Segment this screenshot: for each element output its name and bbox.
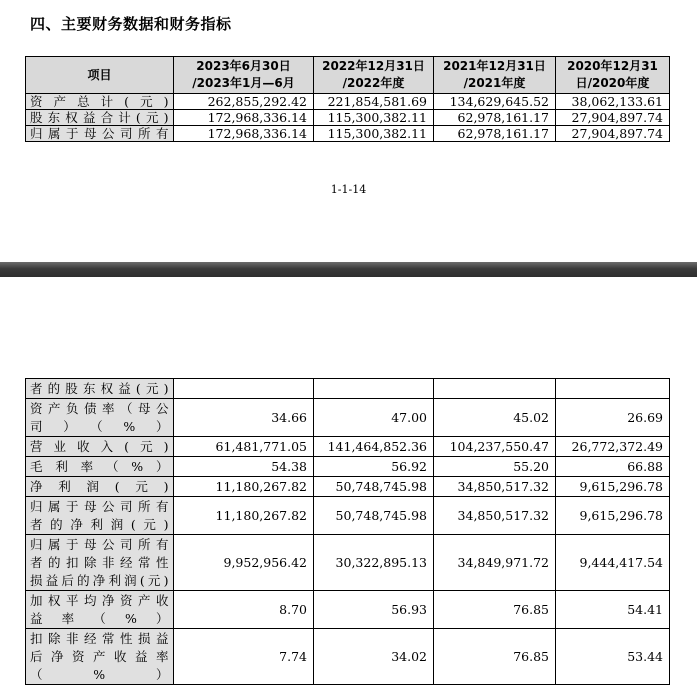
- row-label: [26, 457, 174, 477]
- table-row: [26, 379, 670, 399]
- row-label: [26, 497, 174, 535]
- cell-value: 34.02: [314, 629, 434, 685]
- financial-table-top: [25, 56, 670, 142]
- table-row: [26, 535, 670, 591]
- cell-value: [314, 379, 434, 399]
- cell-value: 62,978,161.17: [434, 110, 556, 126]
- cell-value: 76.85: [434, 629, 556, 685]
- cell-value: 26.69: [556, 399, 670, 437]
- row-label: [26, 437, 174, 457]
- row-label-line: 益率（%）: [30, 610, 169, 626]
- table-row: [26, 126, 670, 142]
- row-label: [26, 535, 174, 591]
- table-row: [26, 94, 670, 110]
- row-label-line: 者的净利润(元): [30, 516, 169, 532]
- row-label-line: 损益后的净利润(元): [30, 572, 169, 588]
- cell-value: [556, 379, 670, 399]
- cell-value: 34.66: [174, 399, 314, 437]
- document-page-2: [0, 277, 697, 693]
- document-page-1: [0, 0, 697, 262]
- cell-value: 9,952,956.42: [174, 535, 314, 591]
- cell-value: 55.20: [434, 457, 556, 477]
- cell-value: 104,237,550.47: [434, 437, 556, 457]
- cell-value: 34,849,971.72: [434, 535, 556, 591]
- row-label-line: 者的扣除非经常性: [30, 554, 169, 570]
- row-label: [26, 379, 174, 399]
- section-title: 四、主要财务数据和财务指标: [30, 15, 232, 33]
- cell-value: 9,615,296.78: [556, 497, 670, 535]
- row-label-line: 资产负债率（母公: [30, 400, 169, 416]
- table-row: [26, 591, 670, 629]
- cell-value: 47.00: [314, 399, 434, 437]
- table-row: [26, 110, 670, 126]
- row-label-line: 加权平均净资产收: [30, 592, 169, 608]
- cell-value: 34,850,517.32: [434, 497, 556, 535]
- cell-value: 26,772,372.49: [556, 437, 670, 457]
- row-label-line: 后净资产收益率: [30, 648, 169, 664]
- cell-value: 11,180,267.82: [174, 477, 314, 497]
- row-label: 归属于母公司所有: [26, 126, 174, 142]
- row-label: [26, 477, 174, 497]
- row-label-line: 毛利率（%）: [30, 458, 169, 474]
- cell-value: 172,968,336.14: [174, 126, 314, 142]
- cell-value: 54.38: [174, 457, 314, 477]
- row-label-line: 者的股东权益(元): [30, 380, 169, 396]
- row-label-line: （%）: [30, 666, 169, 682]
- row-label: [26, 399, 174, 437]
- table-row: [26, 437, 670, 457]
- cell-value: 62,978,161.17: [434, 126, 556, 142]
- row-label-line: 归属于母公司所有: [30, 498, 169, 514]
- row-label-line: 营业收入(元): [30, 438, 169, 454]
- financial-table-continued: [25, 378, 670, 685]
- table-row: [26, 629, 670, 685]
- row-label: [26, 629, 174, 685]
- cell-value: 172,968,336.14: [174, 110, 314, 126]
- table-row: [26, 497, 670, 535]
- cell-value: 141,464,852.36: [314, 437, 434, 457]
- header-period-2023: 2023年6月30日 /2023年1月—6月: [174, 57, 314, 94]
- cell-value: 50,748,745.98: [314, 497, 434, 535]
- cell-value: 7.74: [174, 629, 314, 685]
- cell-value: 45.02: [434, 399, 556, 437]
- cell-value: 61,481,771.05: [174, 437, 314, 457]
- cell-value: 56.93: [314, 591, 434, 629]
- table-row: [26, 477, 670, 497]
- row-label-line: 司）（%）: [30, 418, 169, 434]
- header-period-2022: 2022年12月31日 /2022年度: [314, 57, 434, 94]
- cell-value: 66.88: [556, 457, 670, 477]
- cell-value: 8.70: [174, 591, 314, 629]
- header-item: 项目: [26, 57, 174, 94]
- header-period-2020: 2020年12月31 日/2020年度: [556, 57, 670, 94]
- cell-value: 76.85: [434, 591, 556, 629]
- table-row: [26, 457, 670, 477]
- cell-value: 27,904,897.74: [556, 110, 670, 126]
- cell-value: [174, 379, 314, 399]
- cell-value: 53.44: [556, 629, 670, 685]
- cell-value: 30,322,895.13: [314, 535, 434, 591]
- row-label: [26, 591, 174, 629]
- row-label: 股东权益合计(元): [26, 110, 174, 126]
- cell-value: 54.41: [556, 591, 670, 629]
- cell-value: 134,629,645.52: [434, 94, 556, 110]
- row-label-line: 净利润(元): [30, 478, 169, 494]
- cell-value: 27,904,897.74: [556, 126, 670, 142]
- page-number: 1-1-14: [330, 183, 367, 196]
- cell-value: 50,748,745.98: [314, 477, 434, 497]
- header-period-2021: 2021年12月31日 /2021年度: [434, 57, 556, 94]
- cell-value: [434, 379, 556, 399]
- cell-value: 221,854,581.69: [314, 94, 434, 110]
- cell-value: 115,300,382.11: [314, 126, 434, 142]
- cell-value: 115,300,382.11: [314, 110, 434, 126]
- cell-value: 56.92: [314, 457, 434, 477]
- cell-value: 38,062,133.61: [556, 94, 670, 110]
- cell-value: 34,850,517.32: [434, 477, 556, 497]
- table-header-row: [26, 57, 670, 94]
- page-separator: [0, 262, 697, 277]
- cell-value: 9,444,417.54: [556, 535, 670, 591]
- table-row: [26, 399, 670, 437]
- row-label: 资产总计(元): [26, 94, 174, 110]
- row-label-line: 归属于母公司所有: [30, 536, 169, 552]
- cell-value: 262,855,292.42: [174, 94, 314, 110]
- cell-value: 9,615,296.78: [556, 477, 670, 497]
- cell-value: 11,180,267.82: [174, 497, 314, 535]
- row-label-line: 扣除非经常性损益: [30, 630, 169, 646]
